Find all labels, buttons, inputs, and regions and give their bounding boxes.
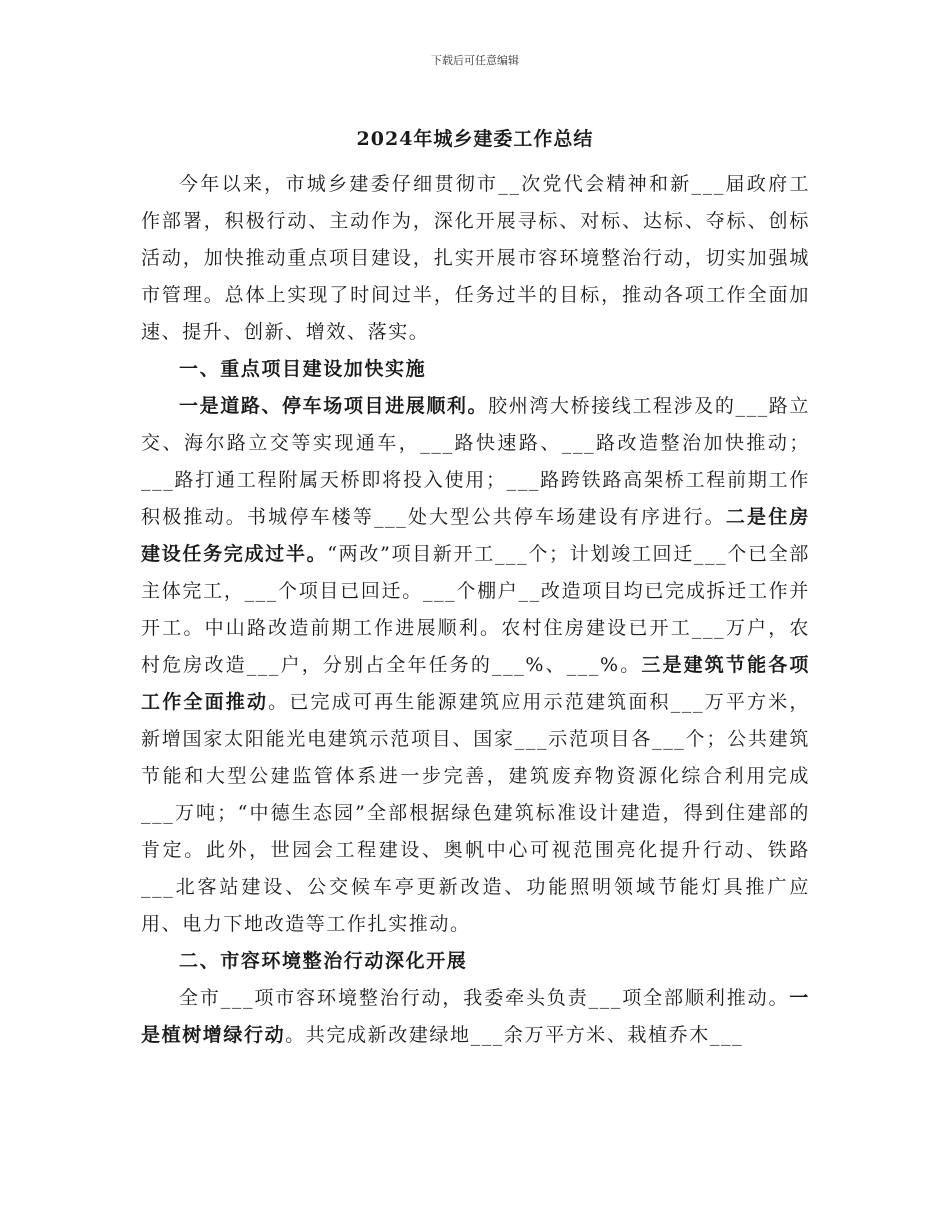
- section-heading-2: 二、市容环境整治行动深化开展: [179, 950, 468, 972]
- paragraph-text: 。已完成可再生能源建筑应用示范建筑面积___万平方米，新增国家太阳能光电建筑示范项目、国家___示范项目各___个；公共建筑节能和大型公建监管体系进一步完善，建筑废弃物资源化综合利用完成___万吨；“中德生态园”全部根据绿色建筑标准设计建造，得到住建部的肯定。此外，世园会工程建设、奥帆中心可视范围亮化提升行动、铁路___北客站建设、公交候车亭更新改造、功能照明领域节能灯具推广应用、电力下地改造等工作扎实推动。: [141, 691, 810, 935]
- lead-phrase: 三是建筑节能各项工作全面推动: [141, 654, 810, 713]
- header-note: 下载后可任意编辑: [431, 54, 519, 67]
- lead-phrase: 二是住房建设任务完成过半。: [141, 506, 810, 565]
- paragraph-text: “两改”项目新开工___个；计划竣工回迁___个已全部主体完工，___个项目已回迁。___个棚户__改造项目均已完成拆迁工作并开工。中山路改造前期工作进展顺利。农村住房建设已开工___万户，农村危房改造___户，分别占全年任务的___%、___%。: [141, 543, 810, 676]
- section2-paragraph: [141, 980, 810, 1054]
- paragraph-text: 胶州湾大桥接线工程涉及的___路立交、海尔路立交等实现通车，___路快速路、___路改造整治加快推动；___路打通工程附属天桥即将投入使用；___路跨铁路高架桥工程前期工作积极推动。书城停车楼等___处大型公共停车场建设有序进行。: [141, 395, 810, 528]
- intro-paragraph: 今年以来，市城乡建委仔细贯彻市__次党代会精神和新___届政府工作部署，积极行动、主动作为，深化开展寻标、对标、达标、夺标、创标活动，加快推动重点项目建设，扎实开展市容环境整治行动，切实加强城市管理。总体上实现了时间过半，任务过半的目标，推动各项工作全面加速、提升、创新、增效、落实。: [141, 173, 810, 343]
- paragraph-text: 。共完成新改建绿地___余万平方米、栽植乔木___: [285, 1024, 744, 1046]
- document-title: 2024年城乡建委工作总结: [356, 128, 594, 150]
- lead-phrase: 一是道路、停车场项目进展顺利。: [179, 395, 489, 417]
- lead-phrase: 一是植树增绿行动: [141, 987, 810, 1046]
- paragraph-text: 全市___项市容环境整治行动，我委牵头负责___项全部顺利推动。: [179, 987, 790, 1009]
- section-heading-1: 一、重点项目建设加快实施: [179, 358, 427, 380]
- section1-paragraph: [141, 388, 810, 943]
- document-body: [141, 166, 810, 1054]
